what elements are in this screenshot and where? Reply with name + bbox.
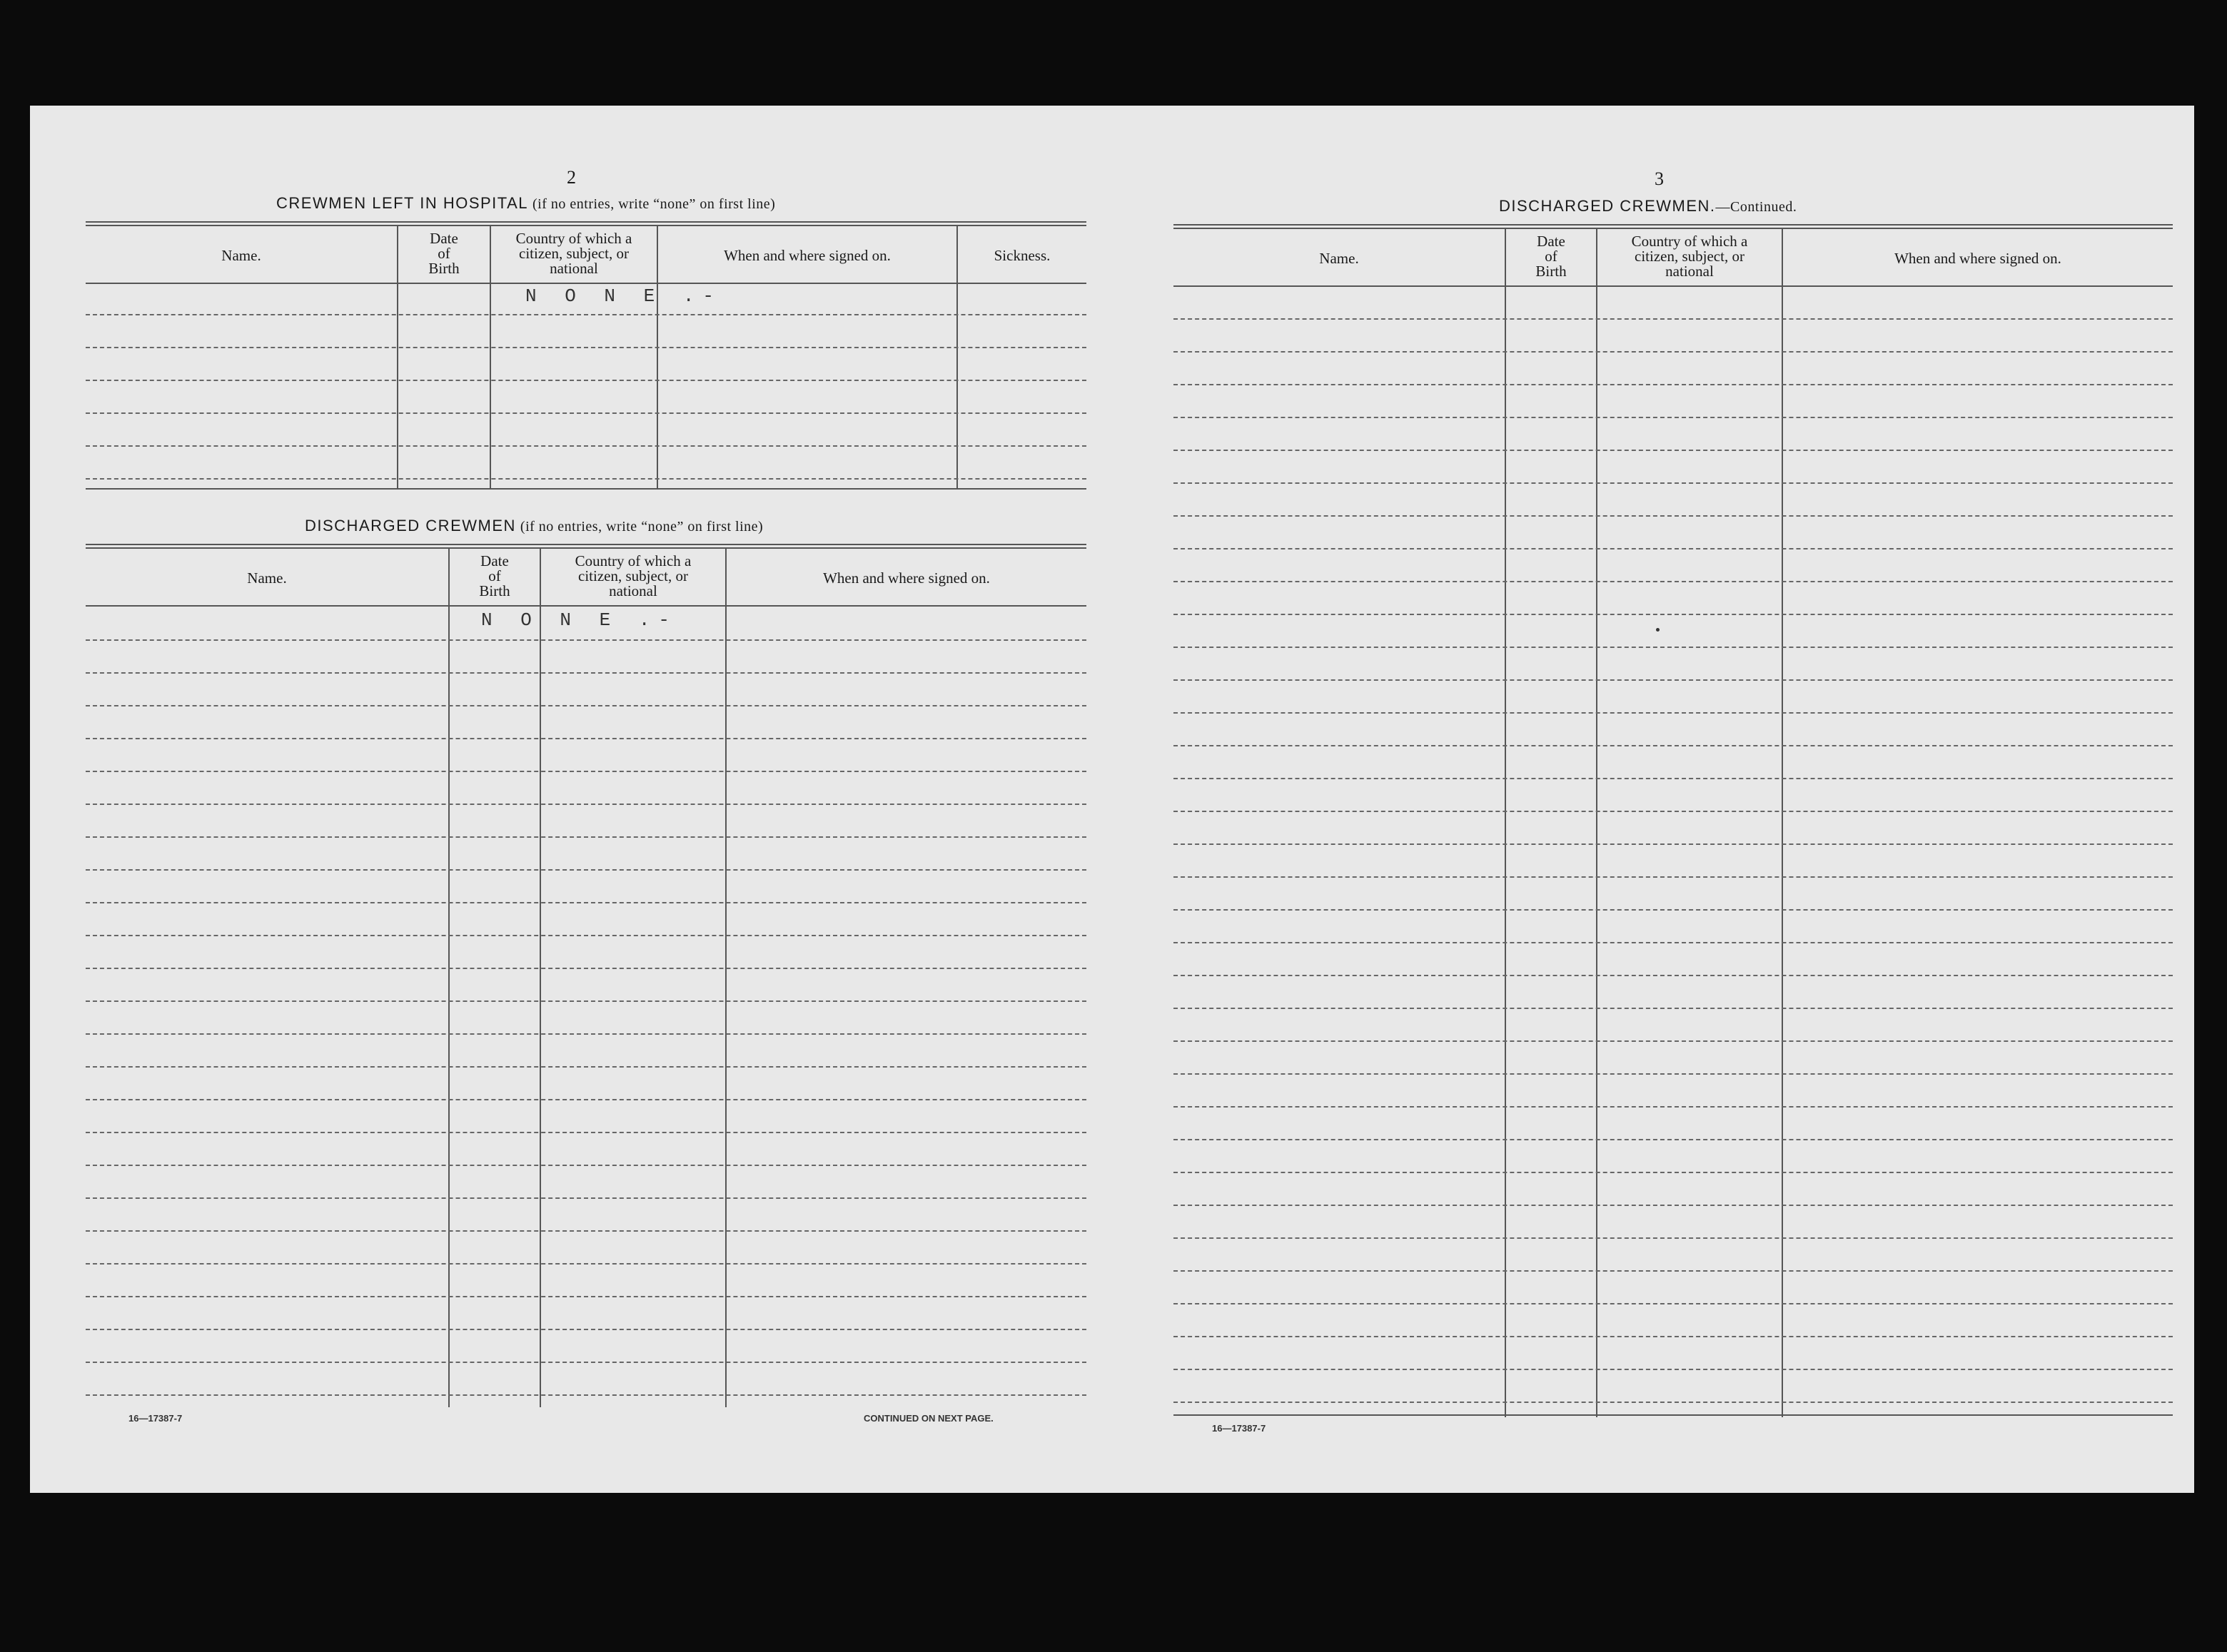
discharged-title-main: DISCHARGED CREWMEN (305, 517, 516, 534)
col-header-signed-on: When and where signed on. (724, 247, 891, 264)
col-header-name: Name. (1319, 250, 1359, 267)
col-header-country: Country of which a citizen, subject, or national (1631, 233, 1748, 280)
discharged-continued-title-main: DISCHARGED CREWMEN. (1499, 197, 1716, 215)
col-header-country: Country of which a citizen, subject, or national (515, 230, 632, 277)
hospital-title-note: (if no entries, write “none” on first line) (532, 196, 776, 212)
discharged-continued-title-note: —Continued. (1715, 199, 1797, 215)
col-header-name: Name. (221, 247, 261, 264)
form-number: 16—17387-7 (128, 1413, 183, 1424)
hospital-table (86, 221, 1086, 492)
page-number: 3 (1655, 168, 1664, 189)
hospital-title-main: CREWMEN LEFT IN HOSPITAL (276, 194, 529, 212)
none-entry: N O N E .- (481, 609, 679, 631)
ink-speck (1656, 628, 1660, 632)
col-header-signed-on: When and where signed on. (1894, 250, 2061, 267)
continued-note: CONTINUED ON NEXT PAGE. (864, 1413, 994, 1424)
col-header-sickness: Sickness. (994, 247, 1051, 264)
col-header-signed-on: When and where signed on. (823, 569, 990, 587)
discharged-title-note: (if no entries, write “none” on first line) (520, 519, 764, 534)
discharged-continued-title (1499, 197, 1797, 216)
hospital-section-title (276, 194, 775, 213)
form-number: 16—17387-7 (1212, 1423, 1266, 1434)
col-header-dob: Date of Birth (479, 552, 510, 599)
col-header-dob: Date of Birth (1535, 233, 1567, 280)
col-header-dob: Date of Birth (428, 230, 460, 277)
none-entry: N O N E .- (525, 285, 723, 307)
col-header-name: Name. (247, 569, 287, 587)
discharged-table-left (86, 544, 1086, 1414)
discharged-table-right (1173, 224, 2173, 1423)
col-header-country: Country of which a citizen, subject, or national (575, 552, 692, 599)
form-sheet (30, 106, 2194, 1493)
discharged-section-title (305, 517, 763, 535)
page-number: 2 (567, 167, 576, 188)
